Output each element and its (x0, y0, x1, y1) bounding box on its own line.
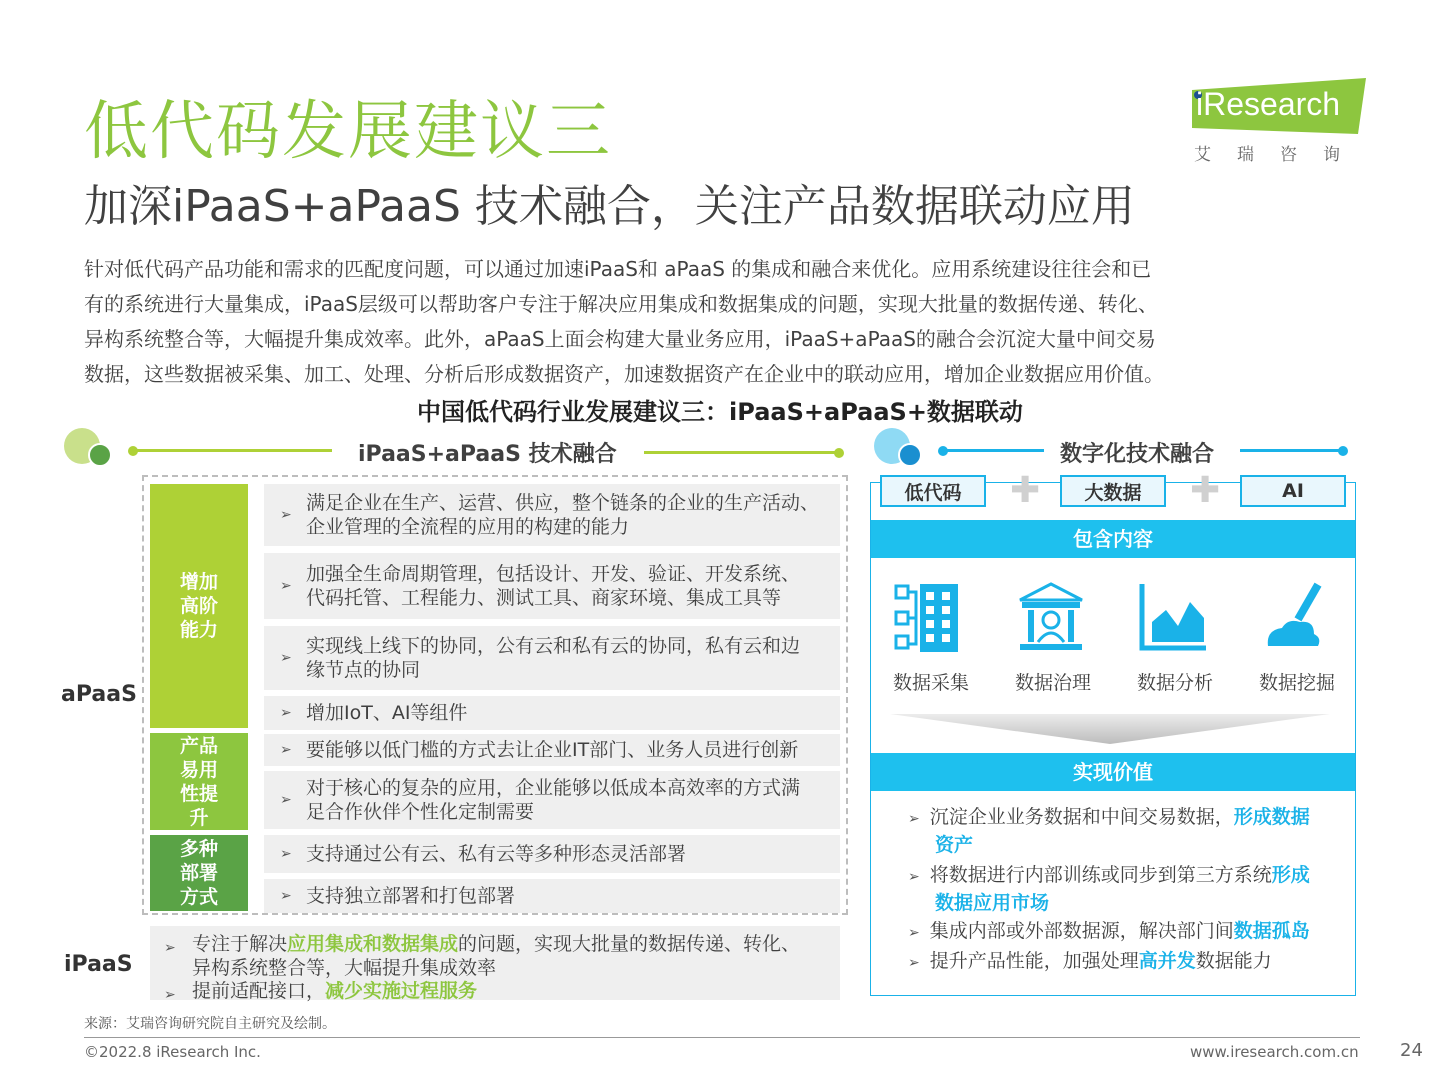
line-dot (834, 448, 844, 458)
block-label-line: 易用 (179, 758, 218, 781)
block-label-line: 多种 (179, 838, 218, 860)
plus-icon: ✚ (1190, 470, 1221, 511)
ipaas-highlight: 减少实施过程服务 (325, 980, 478, 1002)
apaas-row (264, 553, 840, 619)
footer-url[interactable]: www.iresearch.com.cn (1190, 1043, 1359, 1061)
section-bubble-small-icon (88, 443, 112, 467)
ipaas-text: 的问题，实现大批量的数据传递、转化、 (458, 933, 801, 955)
section-line (944, 449, 1044, 452)
ipaas-text: 专注于解决 (192, 933, 288, 955)
value-text: 沉淀企业业务数据和中间交易数据， (929, 806, 1234, 828)
row-text: 要能够以低门槛的方式去让企业IT部门、业务人员进行创新 (306, 739, 799, 761)
broom-icon (1262, 582, 1332, 658)
section-line (644, 451, 840, 454)
value-highlight: 数据孤岛 (1233, 920, 1310, 942)
iresearch-logo (1188, 76, 1368, 166)
icon-caption: 数据挖掘 (1258, 672, 1335, 694)
source-note: 来源：艾瑞咨询研究院自主研究及绘制。 (84, 1016, 336, 1032)
block-label-line: 性提 (179, 782, 218, 805)
value-item (908, 861, 1310, 891)
value-item (908, 947, 1272, 977)
arrow-bullet-icon: ➢ (280, 705, 292, 721)
icon-caption: 数据采集 (892, 672, 969, 694)
area-chart-icon (1138, 582, 1208, 658)
intro-paragraph (84, 252, 1384, 392)
ipaas-line (192, 932, 800, 956)
apaas-row (264, 771, 840, 829)
block-label-line: 产品 (179, 734, 218, 757)
ipaas-line: 异构系统整合等，大幅提升集成效率 (192, 957, 497, 979)
tag-ai: AI (1240, 475, 1346, 507)
tag-low-code: 低代码 (880, 475, 986, 507)
section-line (134, 449, 332, 452)
block-deployment (150, 835, 248, 911)
value-header: 实现价值 (871, 753, 1355, 791)
row-text: 足合作伙伴个性化定制需要 (306, 801, 535, 823)
block-label-line: 升 (189, 806, 209, 829)
value-item-cont (935, 889, 1049, 917)
plus-icon: ✚ (1010, 470, 1041, 511)
row-text: 实现线上线下的协同，公有云和私有云的协同，私有云和边 (306, 635, 801, 657)
row-text: 缘节点的协同 (306, 659, 421, 681)
arrow-bullet-icon: ➢ (908, 925, 920, 941)
arrow-bullet-icon: ➢ (280, 888, 292, 904)
apaas-label: aPaaS (61, 682, 137, 707)
value-item-cont (935, 831, 973, 859)
page-subtitle: 加深iPaaS+aPaaS 技术融合，关注产品数据联动应用 (84, 181, 1135, 232)
value-text: 集成内部或外部数据源，解决部门间 (929, 920, 1234, 942)
apaas-row (264, 879, 840, 913)
block-label-line: 方式 (179, 886, 218, 908)
contains-header: 包含内容 (871, 520, 1355, 558)
building-icon (892, 582, 962, 658)
footer-divider (84, 1037, 1360, 1038)
row-text: 支持独立部署和打包部署 (306, 885, 516, 907)
line-dot (1338, 446, 1348, 456)
arrow-bullet-icon: ➢ (164, 940, 176, 956)
block-usability (150, 733, 248, 830)
tag-big-data: 大数据 (1060, 475, 1166, 507)
icon-caption: 数据分析 (1136, 672, 1213, 694)
arrow-bullet-icon: ➢ (908, 869, 920, 885)
intro-line: 数据，这些数据被采集、加工、处理、分析后形成数据资产，加速数据资产在企业中的联动应用，增加企业数据应用价值。 (84, 362, 1164, 386)
intro-line: 针对低代码产品功能和需求的匹配度问题，可以通过加速iPaaS和 aPaaS 的集成和融合来优化。应用系统建设往往会和已 (84, 257, 1152, 281)
arrow-bullet-icon: ➢ (280, 846, 292, 862)
value-item (908, 803, 1310, 833)
apaas-row (264, 696, 840, 730)
value-text: 数据能力 (1195, 950, 1272, 972)
arrow-bullet-icon: ➢ (164, 987, 176, 1003)
down-arrow-shape (890, 712, 1330, 750)
row-text: 支持通过公有云、私有云等多种形态灵活部署 (306, 843, 687, 865)
arrow-bullet-icon: ➢ (280, 650, 292, 666)
value-highlight: 资产 (935, 834, 974, 856)
row-text: 对于核心的复杂的应用，企业能够以低成本高效率的方式满 (306, 777, 801, 799)
ipaas-box (150, 926, 840, 1003)
block-advanced-capability (150, 484, 248, 728)
page-number: 24 (1400, 1040, 1423, 1061)
block-label-line: 能力 (179, 619, 218, 641)
arrow-bullet-icon: ➢ (280, 578, 292, 594)
copyright: ©2022.8 iResearch Inc. (84, 1043, 261, 1061)
logo-sub-text: 艾瑞咨询 (1194, 145, 1366, 165)
apaas-row (264, 835, 840, 873)
arrow-bullet-icon: ➢ (280, 507, 292, 523)
right-section-title: 数字化技术融合 (1060, 442, 1215, 467)
arrow-bullet-icon: ➢ (280, 792, 292, 808)
section-line (1240, 449, 1340, 452)
value-highlight: 形成 (1271, 864, 1310, 886)
value-item (908, 917, 1310, 947)
ipaas-line (192, 979, 477, 1003)
arrow-bullet-icon: ➢ (908, 955, 920, 971)
row-text: 加强全生命周期管理，包括设计、开发、验证、开发系统、 (306, 563, 801, 585)
value-highlight: 数据应用市场 (935, 892, 1050, 914)
value-highlight: 形成数据 (1233, 806, 1310, 828)
section-bubble-small-icon (898, 443, 922, 467)
intro-line: 异构系统整合等，大幅提升集成效率。此外，aPaaS上面会构建大量业务应用，iPaaS+aPaaS的融合会沉淀大量中间交易 (84, 327, 1156, 351)
row-text: 满足企业在生产、运营、供应，整个链条的企业的生产活动、 (306, 492, 820, 514)
logo-brand-text: iResearch (1196, 86, 1341, 122)
icon-caption: 数据治理 (1014, 672, 1091, 694)
apaas-row (264, 734, 840, 766)
value-highlight: 高并发 (1138, 950, 1196, 972)
row-text: 企业管理的全流程的应用的构建的能力 (306, 516, 630, 538)
value-text: 将数据进行内部训练或同步到第三方系统 (929, 864, 1272, 886)
block-label-line: 部署 (179, 862, 218, 884)
left-section-title: iPaaS+aPaaS 技术融合 (358, 442, 617, 467)
arrow-bullet-icon: ➢ (908, 811, 920, 827)
row-text: 代码托管、工程能力、测试工具、商家环境、集成工具等 (306, 587, 782, 609)
arrow-bullet-icon: ➢ (280, 742, 292, 758)
ipaas-label: iPaaS (64, 952, 133, 977)
apaas-row (264, 484, 840, 546)
block-label-line: 增加 (179, 571, 218, 593)
page-title: 低代码发展建议三 (84, 95, 612, 169)
apaas-row (264, 626, 840, 690)
intro-line: 有的系统进行大量集成，iPaaS层级可以帮助客户专注于解决应用集成和数据集成的问题，实现大批量的数据传递、转化、 (84, 292, 1158, 316)
block-label-line: 高阶 (179, 595, 218, 617)
diagram-title: 中国低代码行业发展建议三：iPaaS+aPaaS+数据联动 (417, 398, 1023, 426)
row-text: 增加IoT、AI等组件 (306, 702, 468, 724)
bank-icon (1016, 582, 1086, 658)
ipaas-text: 提前适配接口， (192, 980, 326, 1002)
ipaas-highlight: 应用集成和数据集成 (287, 933, 459, 955)
value-text: 提升产品性能，加强处理 (929, 950, 1139, 972)
